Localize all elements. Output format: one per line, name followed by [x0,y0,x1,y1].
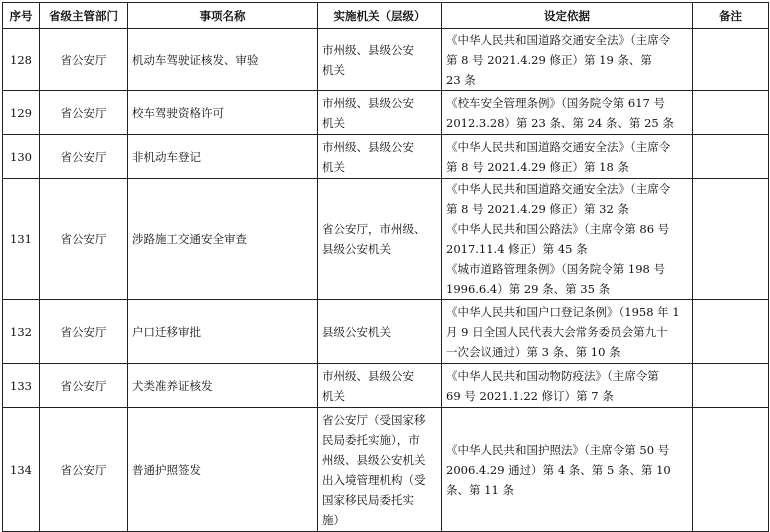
table-row [3,135,769,179]
row-org: 市州级、县级公安 机关 [322,368,414,403]
table-row [3,300,769,364]
row-name: 普通护照签发 [128,408,318,532]
row-basis: 《中华人民共和国户口登记条例》（1958 年 1 月 9 日全国人民代表大会常务委员会第九十 一次会议通过）第 3 条、第 10 条 [446,304,680,359]
row-name: 机动车驾驶证核发、审验 [128,29,318,91]
row-remark [693,300,769,364]
header-row [3,3,769,29]
row-basis: 《中华人民共和国道路交通安全法》（主席令 第 8 号 2021.4.29 修正）第 18 条 [446,139,671,174]
row-org: 县级公安机关 [322,324,391,339]
table-row [3,408,769,532]
table-row [3,179,769,300]
header-seq: 序号 [3,3,40,29]
header-remark: 备注 [693,3,769,29]
row-remark [693,135,769,179]
administrative-matters-table [2,2,769,532]
row-org: 市州级、县级公安 机关 [322,139,414,174]
table-row [3,364,769,408]
header-basis: 设定依据 [442,3,693,29]
row-name: 校车驾驶资格许可 [128,91,318,135]
row-seq: 130 [3,135,40,179]
row-basis: 《中华人民共和国道路交通安全法》（主席令 第 8 号 2021.4.29 修正）第 32 条 《中华人民共和国公路法》（主席令第 86 号 2017.11.4 修正）第 45 条 《城市道路管理条例》（国务院令第 198 号 1996.6.4）第 29 条、第 35 条 [446,182,671,296]
row-dept: 省公安厅 [40,91,128,135]
header-org: 实施机关（层级） [318,3,442,29]
row-dept: 省公安厅 [40,364,128,408]
row-org: 市州级、县级公安 机关 [322,42,414,77]
row-org: 市州级、县级公安 机关 [322,95,414,130]
row-dept: 省公安厅 [40,179,128,300]
table-row [3,91,769,135]
row-seq: 128 [3,29,40,91]
header-dept: 省级主管部门 [40,3,128,29]
row-remark [693,29,769,91]
matters-table-sheet [2,2,769,532]
row-basis: 《中华人民共和国动物防疫法》（主席令第 69 号 2021.1.22 修订）第 7 条 [446,368,659,403]
row-basis: 《中华人民共和国护照法》（主席令第 50 号 2006.4.29 通过）第 4 条、第 5 条、第 10 条、第 11 条 [446,442,671,497]
row-basis: 《中华人民共和国道路交通安全法》（主席令 第 8 号 2021.4.29 修正）第 19 条、第 23 条 [446,32,671,87]
row-seq: 134 [3,408,40,532]
row-dept: 省公安厅 [40,408,128,532]
row-dept: 省公安厅 [40,29,128,91]
row-seq: 132 [3,300,40,364]
row-name: 户口迁移审批 [128,300,318,364]
row-seq: 131 [3,179,40,300]
row-remark [693,91,769,135]
row-remark [693,408,769,532]
row-remark [693,179,769,300]
row-org: 省公安厅（受国家移 民局委托实施），市 州级、县级公安机关 出入境管理机构（受 国家移民局委托实 施） [322,412,426,527]
table-row [3,29,769,91]
row-name: 涉路施工交通安全审查 [128,179,318,300]
row-basis: 《校车安全管理条例》（国务院令第 617 号 2012.3.28）第 23 条、第 24 条、第 25 条 [446,95,674,130]
row-seq: 133 [3,364,40,408]
row-org: 省公安厅，市州级、 县级公安机关 [322,222,426,256]
row-name: 非机动车登记 [128,135,318,179]
row-dept: 省公安厅 [40,300,128,364]
row-seq: 129 [3,91,40,135]
row-name: 犬类准养证核发 [128,364,318,408]
header-name: 事项名称 [128,3,318,29]
row-dept: 省公安厅 [40,135,128,179]
row-remark [693,364,769,408]
